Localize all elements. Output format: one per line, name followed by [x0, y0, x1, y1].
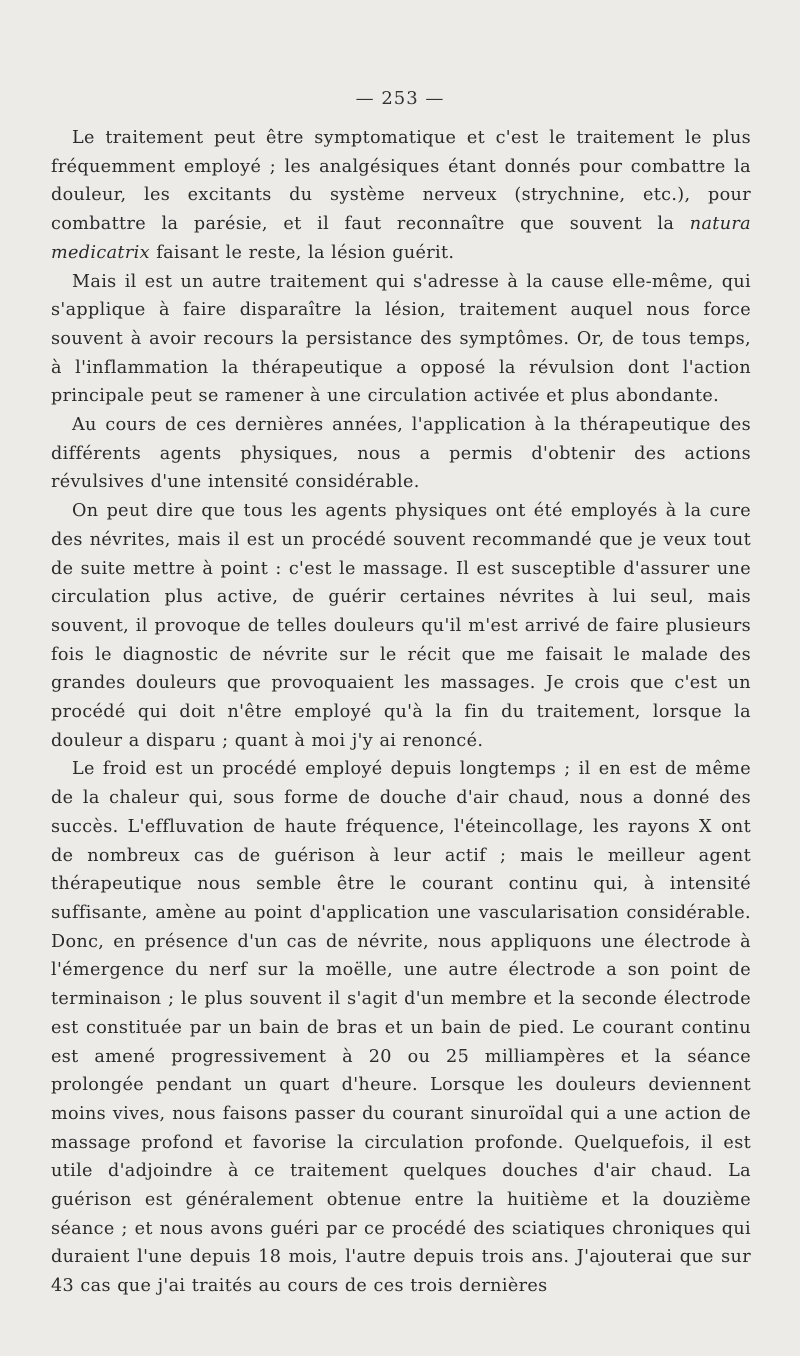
- body-text: [51, 124, 751, 1301]
- paragraph-1-text: Le traitement peut être symptomatique et c'est le traitement le plus fréquemment employé ; les analgésiques étant donnés pour combattre la douleur, les excitants du système nerveux (strychnine, etc.), pour combattre la parésie, et il faut reconnaître que souvent la: [51, 128, 751, 235]
- paragraph-1: [51, 124, 751, 268]
- paragraph-2: Mais il est un autre traitement qui s'adresse à la cause elle-même, qui s'applique à faire disparaître la lésion, traitement auquel nous force souvent à avoir recours la persistance des symptômes. Or, de tous temps, à l'inflammation la thérapeutique a opposé la révulsion dont l'action principale peut se ramener à une circulation activée et plus abondante.: [51, 271, 751, 407]
- paragraph-3: Au cours de ces dernières années, l'application à la thérapeutique des différents agents physiques, nous a permis d'obtenir des actions révulsives d'une intensité considérable.: [51, 415, 751, 493]
- paragraph-5: Le froid est un procédé employé depuis longtemps ; il en est de même de la chaleur qui, sous forme de douche d'air chaud, nous a donné des succès. L'effluvation de haute fréquence, l'éteincollage, les rayons X ont de nombreux cas de guérison à leur actif ; mais le meilleur agent thérapeutique nous semble être le courant continu qui, à intensité suffisante, amène au point d'application une vascularisation considérable. Donc, en présence d'un cas de névrite, nous appliquons une électrode à l'émergence du nerf sur la moëlle, une autre électrode a son point de terminaison ; le plus souvent il s'agit d'un membre et la seconde électrode est constituée par un bain de bras et un bain de pied. Le courant continu est amené progressivement à 20 ou 25 milliampères et la séance prolongée pendant un quart d'heure. Lorsque les douleurs deviennent moins vives, nous faisons passer du courant sinuroïdal qui a une action de massage profond et favorise la circulation profonde. Quelquefois, il est utile d'adjoindre à ce traitement quelques douches d'air chaud. La guérison est généralement obtenue entre la huitième et la douzième séance ; et nous avons guéri par ce procédé des sciatiques chroniques qui duraient l'une depuis 18 mois, l'autre depuis trois ans. J'ajouterai que sur 43 cas que j'ai traités au cours de ces trois dernières: [51, 759, 751, 1297]
- paragraph-1-italic: natura medicatrix: [51, 214, 751, 263]
- paragraph-1-end: faisant le reste, la lésion guérit.: [149, 242, 455, 263]
- paragraph-4: On peut dire que tous les agents physiques ont été employés à la cure des névrites, mais il est un procédé souvent recommandé que je veux tout de suite mettre à point : c'est le massage. Il est susceptible d'assurer une circulation plus active, de guérir certaines névrites à lui seul, mais souvent, il provoque de telles douleurs qu'il m'est arrivé de faire plusieurs fois le diagnostic de névrite sur le récit que me faisait le malade des grandes douleurs que provoquaient les massages. Je crois que c'est un procédé qui doit n'être employé qu'à la fin du traitement, lorsque la douleur a disparu ; quant à moi j'y ai renoncé.: [51, 501, 751, 751]
- page-number: — 253 —: [355, 88, 445, 109]
